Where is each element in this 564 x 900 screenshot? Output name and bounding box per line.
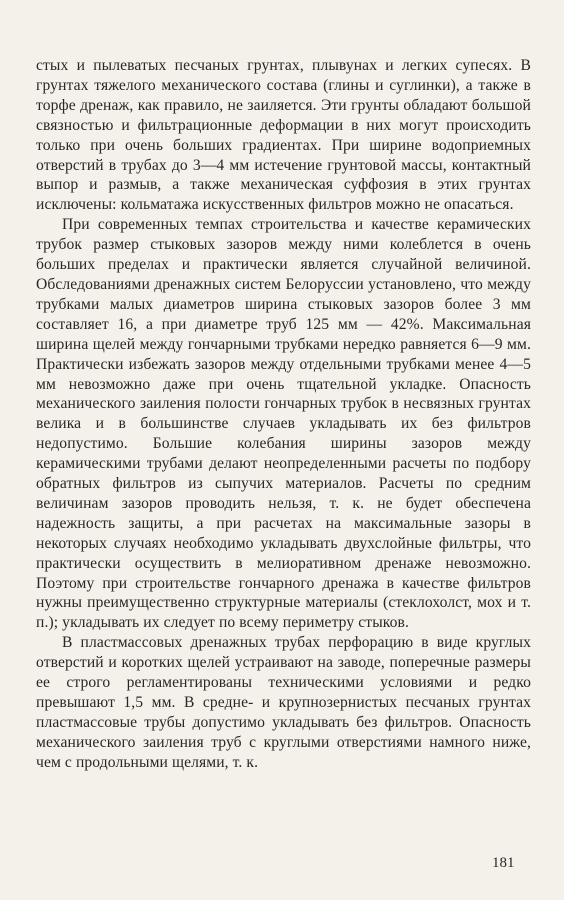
paragraph-1: стых и пылеватых песчаных грунтах, плывунах и легких супесях. В грунтах тяжелого механического состава (глины и суглинки), а также в торфе дренаж, как правило, не заиляется. Эти грунты обладают большой связностью и фильтрационные деформации в них могут происходить только при очень больших градиентах. При ширине водоприемных отверстий в трубах до 3—4 мм истечение грунтовой массы, контактный выпор и размыв, а также механическая суффозия в этих грунтах исключены: кольматажа искусственных фильтров можно не опасаться.	[36, 57, 531, 214]
body-text	[36, 56, 531, 773]
page-number: 181	[492, 855, 515, 871]
paragraph-3: В пластмассовых дренажных трубах перфорацию в виде круглых отверстий и коротких щелей устраивают на заводе, поперечные размеры ее строго регламентированы техническими условиями и редко превышают 1,5 мм. В средне- и крупнозернистых песчаных грунтах пластмассовые трубы допустимо укладывать без фильтров. Опасность механического заиления труб с круглыми отверстиями намного ниже, чем с продольными щелями, т. к.	[36, 634, 531, 771]
paragraph-2: При современных темпах строительства и качестве керамических трубок размер стыковых зазоров между ними колеблется в очень больших пределах и практически является случайной величиной. Обследованиями дренажных систем Белоруссии установлено, что между трубками малых диаметров ширина стыковых зазоров более 3 мм составляет 16, а при диаметре труб 125 мм — 42%. Максимальная ширина щелей между гончарными трубками нередко равняется 6—9 мм. Практически избежать зазоров между отдельными трубками менее 4—5 мм невозможно даже при очень тщательной укладке. Опасность механического заиления полости гончарных трубок в несвязных грунтах велика и в большинстве случаев укладывать их без фильтров недопустимо. Большие колебания ширины зазоров между керамическими трубами делают неопределенными расчеты по подбору обратных фильтров из сыпучих материалов. Расчеты по средним величинам зазоров проводить нельзя, т. к. не будет обеспечена надежность защиты, а при расчетах на максимальные зазоры в некоторых случаях необходимо укладывать двухслойные фильтры, что практически осуществить в мелиоративном дренаже невозможно. Поэтому при строительстве гончарного дренажа в качестве фильтров нужны преимущественно структурные материалы (стеклохолст, мох и т. п.); укладывать их следует по всему периметру стыков.	[36, 216, 531, 632]
